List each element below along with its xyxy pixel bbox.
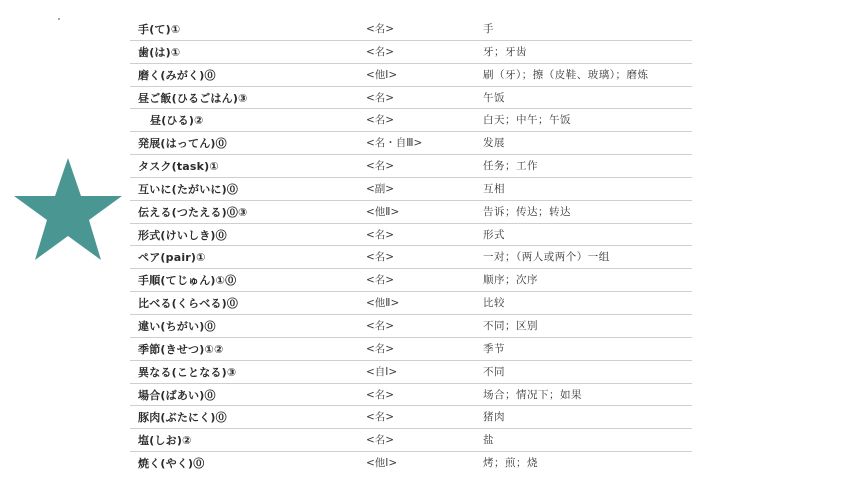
part-of-speech: <自Ⅰ> — [366, 365, 398, 378]
vocab-word: 異なる(ことなる)③ — [138, 365, 237, 379]
meaning: 不同；区别 — [483, 319, 538, 332]
part-of-speech: <他Ⅱ> — [366, 205, 400, 218]
meaning: 不同 — [483, 365, 505, 378]
vocab-row — [130, 384, 692, 407]
vocab-word: ペア(pair)① — [138, 251, 206, 265]
meaning: 午饭 — [483, 91, 505, 104]
part-of-speech: <副> — [366, 182, 395, 195]
vocab-word: 互いに(たがいに)⓪ — [138, 182, 239, 196]
meaning: 顺序；次序 — [483, 274, 538, 287]
vocab-word: 焼く(やく)⓪ — [138, 457, 205, 471]
part-of-speech: <名> — [366, 274, 395, 287]
meaning: 季节 — [483, 342, 505, 355]
vocab-word: 伝える(つたえる)⓪③ — [138, 205, 248, 219]
vocab-word: タスク(task)① — [138, 160, 219, 174]
vocab-row — [130, 338, 692, 361]
meaning: 刷（牙）；擦（皮鞋、玻璃）；磨炼 — [483, 68, 649, 81]
part-of-speech: <名> — [366, 342, 395, 355]
vocab-row — [130, 269, 692, 292]
vocab-row — [130, 361, 692, 384]
vocab-row — [130, 292, 692, 315]
vocab-word: 違い(ちがい)⓪ — [138, 319, 216, 333]
vocab-row — [130, 178, 692, 201]
vocab-row — [130, 87, 692, 110]
vocab-word: 昼ご飯(ひるごはん)③ — [138, 91, 248, 105]
part-of-speech: <名> — [366, 411, 395, 424]
part-of-speech: <名> — [366, 228, 395, 241]
vocabulary-list — [130, 18, 692, 474]
vocab-word: 歯(は)① — [138, 45, 181, 59]
vocab-word: 形式(けいしき)⓪ — [138, 228, 227, 242]
meaning: 互相 — [483, 182, 505, 195]
part-of-speech: <名> — [366, 251, 395, 264]
meaning: 任务；工作 — [483, 160, 538, 173]
vocab-row — [130, 452, 692, 474]
meaning: 比较 — [483, 297, 505, 310]
vocab-word: 季節(きせつ)①② — [138, 342, 224, 356]
meaning: 手 — [483, 23, 494, 35]
vocab-row — [130, 429, 692, 452]
vocab-word: 発展(はってん)⓪ — [138, 137, 227, 151]
vocab-row — [130, 109, 692, 132]
vocab-word: 手順(てじゅん)①⓪ — [138, 274, 237, 288]
part-of-speech: <名> — [366, 114, 395, 127]
vocab-row — [130, 406, 692, 429]
meaning: 场合；情况下；如果 — [483, 388, 582, 401]
vocab-row — [130, 18, 692, 41]
vocab-word: 塩(しお)② — [138, 434, 192, 448]
vocab-word: 比べる(くらべる)⓪ — [138, 297, 239, 311]
part-of-speech: <名・自Ⅲ> — [366, 137, 423, 150]
vocab-row — [130, 155, 692, 178]
vocab-row — [130, 64, 692, 87]
vocab-row — [130, 246, 692, 269]
meaning: 告诉；传达；转达 — [483, 205, 571, 218]
part-of-speech: <名> — [366, 23, 395, 35]
vocab-word: 磨く(みがく)⓪ — [138, 68, 216, 82]
vocab-word: 場合(ばあい)⓪ — [138, 388, 216, 402]
vocab-word: 手(て)① — [138, 23, 181, 36]
part-of-speech: <他Ⅱ> — [366, 297, 400, 310]
vocab-row — [130, 224, 692, 247]
part-of-speech: <名> — [366, 160, 395, 173]
meaning: 白天；中午；午饭 — [483, 114, 571, 127]
meaning: 发展 — [483, 137, 505, 150]
vocab-word: 昼(ひる)② — [150, 114, 204, 128]
part-of-speech: <名> — [366, 91, 395, 104]
meaning: 形式 — [483, 228, 505, 241]
vocab-row — [130, 132, 692, 155]
speck-mark — [58, 18, 60, 20]
part-of-speech: <他Ⅰ> — [366, 457, 398, 470]
part-of-speech: <名> — [366, 45, 395, 58]
meaning: 猪肉 — [483, 411, 505, 424]
meaning: 一对；（两人或两个）一组 — [483, 251, 610, 264]
meaning: 牙；牙齿 — [483, 45, 527, 58]
part-of-speech: <名> — [366, 388, 395, 401]
meaning: 盐 — [483, 434, 494, 447]
vocab-row — [130, 41, 692, 64]
part-of-speech: <他Ⅰ> — [366, 68, 398, 81]
star-icon — [12, 156, 124, 264]
vocab-row — [130, 201, 692, 224]
part-of-speech: <名> — [366, 434, 395, 447]
meaning: 烤；煎；烧 — [483, 457, 538, 470]
vocab-row — [130, 315, 692, 338]
part-of-speech: <名> — [366, 319, 395, 332]
vocab-word: 豚肉(ぶたにく)⓪ — [138, 411, 227, 425]
